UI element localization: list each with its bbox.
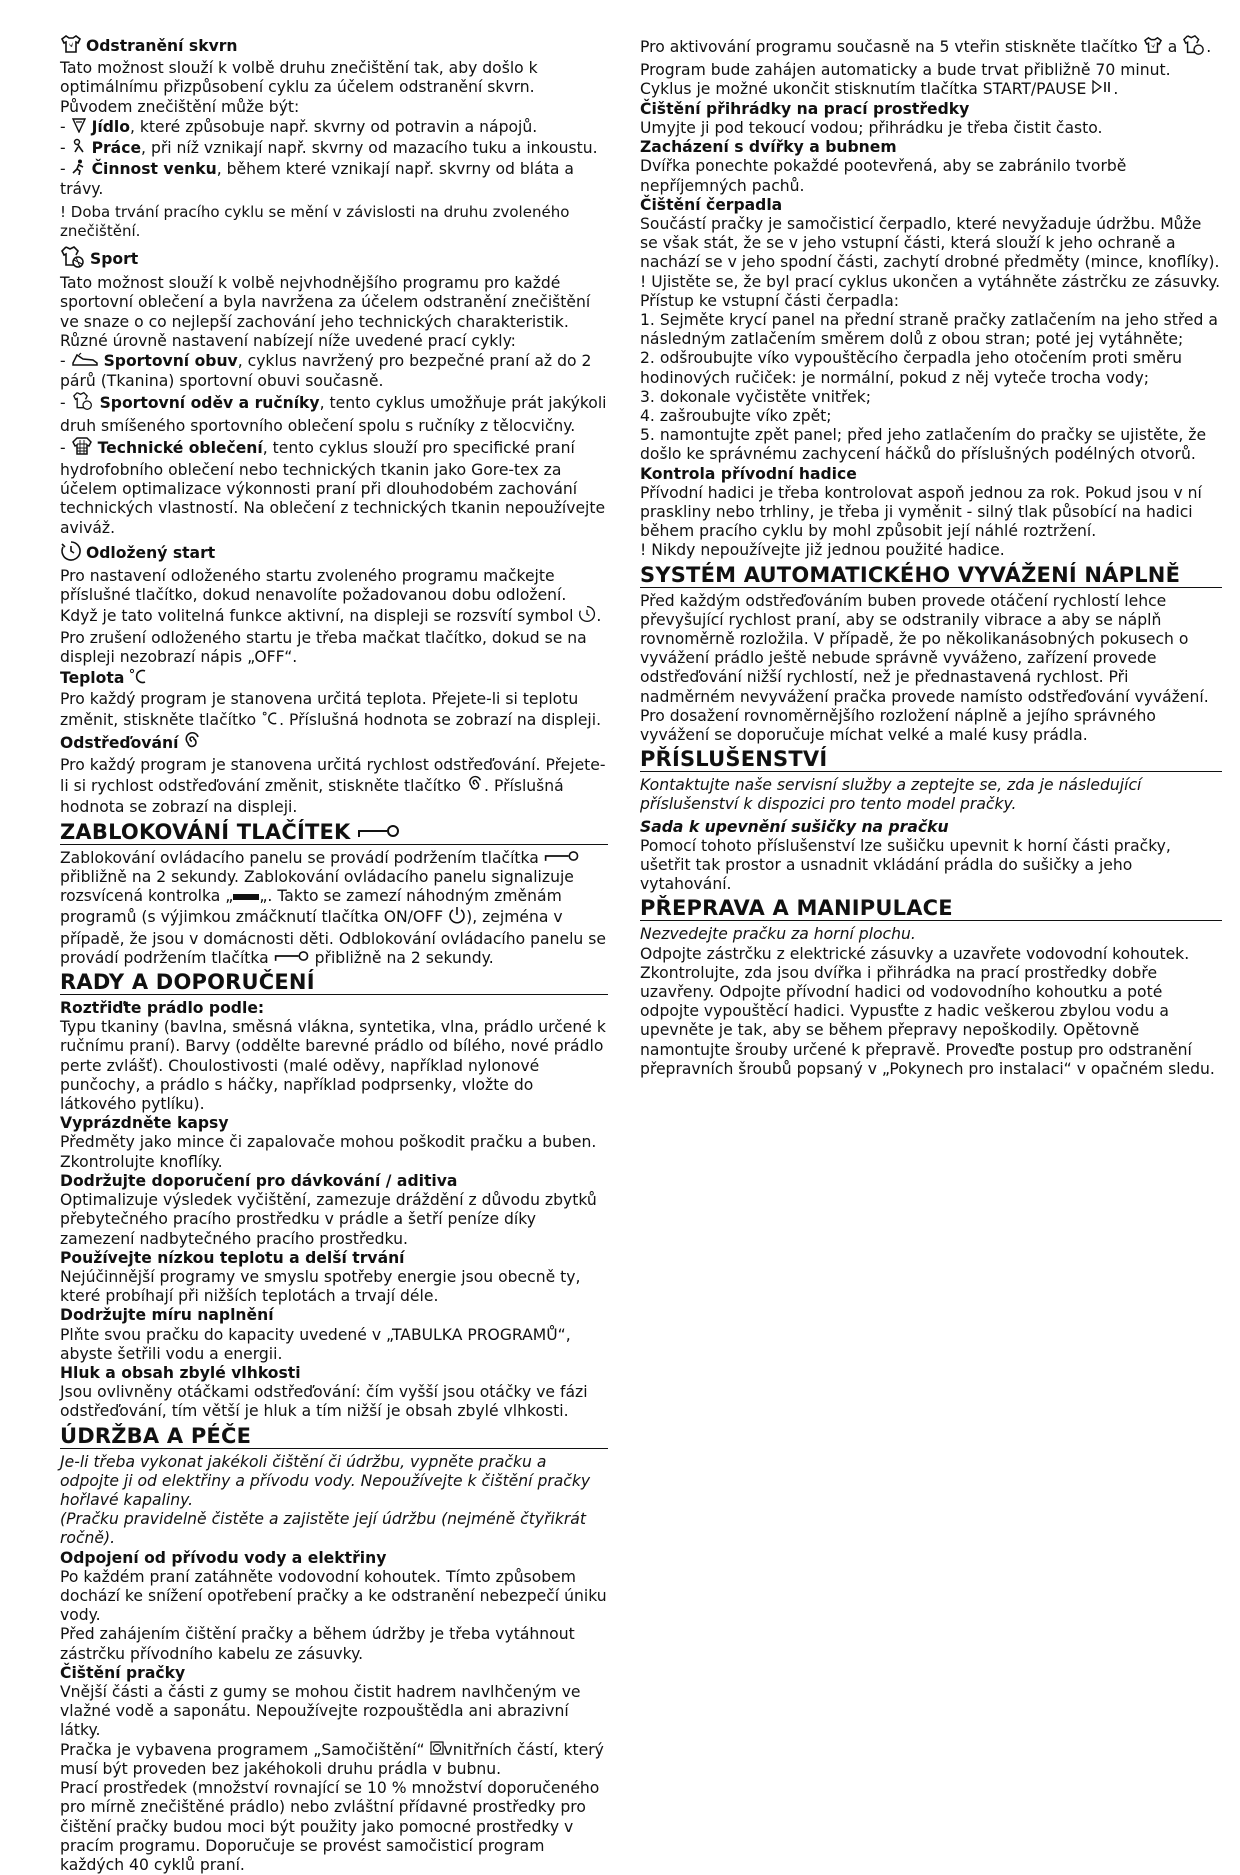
pump-step-4: 4. zašroubujte víko zpět; xyxy=(640,406,832,425)
sport-clothes-icon xyxy=(71,391,95,416)
drawer-text: Umyjte ji pod tekoucí vodou; přihrádku je třeba čistit často. xyxy=(640,118,1103,137)
care-cleaning-title: Čištění pračky xyxy=(60,1663,186,1682)
delay-text-a: Pro nastavení odloženého startu zvoleného programu mačkejte příslušné tlačítko, dokud nenavolíte požadovanou dobu odložení. Když je tato volitelná funkce aktivní, na displeji se rozsvítí symbol xyxy=(60,567,574,626)
spin-text xyxy=(60,756,608,818)
pump-access: Přístup ke vstupní části čerpadla: xyxy=(640,291,900,310)
door-title: Zacházení s dvířky a bubnem xyxy=(640,138,897,157)
temperature-icon xyxy=(128,667,148,690)
tips-pockets-title: Vyprázdněte kapsy xyxy=(60,1114,229,1133)
key-lock-text xyxy=(60,849,608,969)
stain-button-icon xyxy=(1143,36,1163,59)
care-disconnect-text: Po každém praní zatáhněte vodovodní kohoutek. Tímto způsobem dochází ke snížení opotřebení pračky a ke odstranění nebezpečí úniku vody. xyxy=(60,1567,607,1625)
spin-text-a: Pro každý program je stanovena určitá rychlost odstřeďování. Přejete-li si rychlost odstřeďování změnit, stiskněte tlačítko xyxy=(60,755,606,796)
key-button-icon xyxy=(544,849,580,868)
food-icon xyxy=(71,117,87,138)
pump-warning: ! Ujistěte se, že byl prací cyklus ukončen a vytáhněte zástrčku ze zásuvky. xyxy=(640,272,1221,291)
hose-warning: ! Nikdy nepoužívejte již jednou použité hadice. xyxy=(640,541,1005,560)
spin-text-b: . Příslušná hodnota se zobrazí na displeji. xyxy=(60,777,564,817)
stain-title-text: Odstranění skvrn xyxy=(86,37,238,55)
hose-title: Kontrola přívodní hadice xyxy=(640,464,857,483)
tips-pockets-text: Předměty jako mince či zapalovače mohou poškodit pračku a buben. Zkontrolujte knoflíky. xyxy=(60,1133,597,1171)
stain-bullet-work: - Práce, při níž vznikají např. skvrny od mazacího tuku a inkoustu. xyxy=(60,138,608,159)
shoe-icon xyxy=(71,351,99,372)
sport-button-icon xyxy=(1182,34,1206,61)
stain-note: ! Doba trvání pracího cyklu se mění v závislosti na druhu zvoleného znečištění. xyxy=(60,202,570,240)
drawer-title: Čištění přihrádky na prací prostředky xyxy=(640,99,970,118)
technical-label: Technické oblečení xyxy=(97,438,263,457)
delay-title-text: Odložený start xyxy=(86,543,216,562)
sport-bullet-clothes: - Sportovní oděv a ručníky, tento cyklus umožňuje prát jakýkoli druh smíšeného sportovního oblečení spolu s ručníky z tělocvičny. xyxy=(60,391,608,435)
pump-step-5: 5. namontujte zpět panel; před jeho zatlačením do pračky se ujistěte, že došlo ke správnému zachycení háčků do příslušných podélných otvorů. xyxy=(640,426,1207,464)
sport-shirt-icon xyxy=(60,245,86,274)
temperature-title xyxy=(60,667,608,690)
lock-text-a: Zablokování ovládacího panelu se provádí podržením tlačítka xyxy=(60,848,539,867)
care-disconnect-text-2: Před zahájením čištění pračky a během údržby je třeba vytáhnout zástrčku přívodního kabelu ze zásuvky. xyxy=(60,1625,575,1663)
transport-heading: PŘEPRAVA A MANIPULACE xyxy=(640,896,1222,921)
pump-step-1: 1. Sejměte krycí panel na přední straně pračky zatlačením na jeho střed a následným zatlačením směrem dolů z obou stran; poté jej vytáhněte; xyxy=(640,310,1218,349)
food-text: , které způsobuje např. skvrny od potravin a nápojů. xyxy=(129,117,538,136)
delay-symbol-icon xyxy=(578,605,596,628)
care-detergent-text: Prací prostředek (množství rovnající se 10 % množství doporučeného pro mírně znečištěné prádlo) nebo zvláštní přídavné prostředky pro čištění pračky budou moci být použity jako pomocné prostředky v pracím programu. Doporučuje se provést samočisticí program každých 40 cyklů praní. xyxy=(60,1779,600,1874)
activation-text-b: a xyxy=(1167,38,1178,57)
care-intro: Je-li třeba vykonat jakékoli čištění či údržbu, vypněte pračku a odpojte ji od elektřiny a přívodu vody. Nepoužívejte k čištění pračky hořlavé kapaliny. xyxy=(60,1452,591,1509)
key-lock-heading xyxy=(60,820,608,845)
balance-heading: SYSTÉM AUTOMATICKÉHO VYVÁŽENÍ NÁPLNĚ xyxy=(640,563,1222,588)
tips-heading: RADY A DOPORUČENÍ xyxy=(60,970,608,995)
key-lock-heading-text: ZABLOKOVÁNÍ TLAČÍTEK xyxy=(60,819,351,844)
pump-step-3: 3. dokonale vyčistěte vnitřek; xyxy=(640,387,871,406)
temperature-text-a: Pro každý program je stanovena určitá teplota. Přejete-li si teplotu změnit, stiskněte tlačítko xyxy=(60,690,579,729)
delay-text xyxy=(60,567,608,667)
transport-intro: Nezvedejte pračku za horní plochu. xyxy=(640,925,916,944)
selfclean-activation-text xyxy=(640,34,1222,100)
outdoor-label: Činnost venku xyxy=(91,160,217,179)
tips-dosage-text: Optimalizuje výsledek vyčištění, zamezuje dráždění z důvodu zbytků přebytečného pracího prostředku v prádle a šetří peníze díky zamezení nadbytečného pracího prostředku. xyxy=(60,1191,597,1248)
key-icon xyxy=(357,820,401,844)
care-heading: ÚDRŽBA A PÉČE xyxy=(60,1424,608,1449)
pump-title: Čištění čerpadla xyxy=(640,195,783,214)
sport-intro: Tato možnost slouží k volbě nejvhodnějšího programu pro každé sportovní oblečení a byla navržena za účelem odstranění znečištění ve snaze o co nejlepší zachování jeho technických charakteristik. Různé úrovně nastavení nabízejí níže uvedené prací cykly: xyxy=(60,274,591,350)
work-label: Práce xyxy=(91,139,142,158)
delay-start-title xyxy=(60,540,608,567)
shoes-text: , cyklus navržený pro bezpečné praní až do 2 párů (Tkanina) sportovní obuvi současně. xyxy=(60,352,592,391)
spin-title-text: Odstřeďování xyxy=(60,733,179,752)
food-label: Jídlo xyxy=(91,117,130,136)
activation-text-c: . Program bude zahájen automaticky a bude trvat přibližně 70 minut. Cyklus je možné ukončit stisknutím tlačítka START/PAUSE xyxy=(640,38,1212,99)
work-text: , při níž vznikají např. skvrny od mazacího tuku a inkoustu. xyxy=(141,139,598,158)
technical-clothing-icon xyxy=(71,436,93,461)
care-selfclean-text xyxy=(60,1741,608,1780)
balance-text: Před každým odstřeďováním buben provede otáčení rychlostí lehce převyšující rychlost praní, aby se odstranily vibrace a aby se náplň rovnoměrně rozložila. V případě, že po několikanásobných pokusech o vyvážení prádlo ještě nebude správně vyváženo, zařízení provede odstřeďování nižší rychlostí, než je přednastavená rychlost. Při nadměrném nevyvážení pračka provede namísto odstřeďování vyvážení. Pro dosažení rovnoměrnějšího rozložení náplně a jejího správného vyvážení se doporučuje míchat velké a malé kusy prádla. xyxy=(640,591,1209,745)
tips-sort-text: Typu tkaniny (bavlna, směsná vlákna, syntetika, vlna, prádlo určené k ručnímu praní). Barvy (oddělte barevné prádlo od bílého, nové prádlo perte zvlášť). Choulostivosti (malé oděvy, například nylonové punčochy, a prádlo s háčky, například podprsenky, vložte do látkového pytlíku). xyxy=(60,1018,606,1114)
stacking-kit-text: Pomocí tohoto příslušenství lze sušičku upevnit k horní části pračky, ušetřit tak prostor a usnadnit vkládání prádla do sušičky a jeho vytahování. xyxy=(640,836,1171,894)
tips-noise-text: Jsou ovlivněny otáčkami odstřeďování: čím vyšší jsou otáčky ve fázi odstřeďování, tím větší je hluk a tím nižší je obsah zbylé vlhkosti. xyxy=(60,1383,588,1421)
lock-text-c: „. Takto se zamezí náhodným změnám programů (s výjimkou zmáčknutí tlačítka ON/OFF xyxy=(60,887,562,927)
spin-button-icon xyxy=(466,775,484,798)
work-icon xyxy=(71,138,87,159)
self-clean-icon xyxy=(430,1741,444,1760)
sport-bullet-technical: - Technické oblečení, tento cyklus slouží pro specifické praní hydrofobního oblečení nebo technických tkanin jako Gore-tex za účelem optimalizace výkonnosti praní při dlouhodobém zachování technických vlastností. Na oblečení z technických tkanin nepoužívejte aviváž. xyxy=(60,436,608,538)
power-icon xyxy=(448,906,466,929)
clothes-text: , tento cyklus umožňuje prát jakýkoli druh smíšeného sportovního oblečení spolu s ručníky z tělocvičny. xyxy=(60,394,607,435)
sport-title xyxy=(60,245,608,274)
tips-sort-title: Roztřiďte prádlo podle: xyxy=(60,999,265,1018)
lock-text-d: ), zejména v případě, že jsou v domácnosti děti. Odblokování ovládacího panelu se provádí podržením tlačítka xyxy=(60,908,606,967)
hose-text: Přívodní hadici je třeba kontrolovat aspoň jednou za rok. Pokud jsou v ní praskliny nebo trhliny, je třeba ji vyměnit - silný tlak působící na hadici během pracího cyklu by mohl způsobit její náhlé roztržení. xyxy=(640,483,1202,541)
accessories-heading: PŘÍSLUŠENSTVÍ xyxy=(640,747,1222,772)
lock-indicator-icon xyxy=(233,887,259,906)
pump-text: Součástí pračky je samočisticí čerpadlo, které nevyžaduje údržbu. Může se však stát, že se v jeho vstupní části, která slouží k jeho ochraně a nachází se v jeho spodní části, zachytí drobné předměty (mince, knoflíky). xyxy=(640,214,1220,272)
lock-text-e: přibližně na 2 sekundy. xyxy=(314,948,494,967)
selfclean-text-b: vnitřních částí, který musí být proveden bez jakéhokoli druhu prádla v bubnu. xyxy=(60,1740,604,1778)
stain-bullet-outdoor: - Činnost venku, během které vznikají např. skvrny od bláta a trávy. xyxy=(60,160,574,199)
spin-title xyxy=(60,731,608,756)
shoes-label: Sportovní obuv xyxy=(103,352,238,371)
tips-dosage-title: Dodržujte doporučení pro dávkování / aditiva xyxy=(60,1171,458,1190)
stain-shirt-icon xyxy=(60,34,82,59)
technical-text: , tento cyklus slouží pro specifické praní hydrofobního oblečení nebo technických tkanin jako Gore-tex za účelem optimalizace výkonnosti praní při dlouhodobém zachování technických vlastností. Na oblečení z technických tkanin nepoužívejte aviváž. xyxy=(60,438,606,537)
temperature-title-text: Teplota xyxy=(60,669,125,688)
outdoor-text: , během které vznikají např. skvrny od bláta a trávy. xyxy=(60,160,574,199)
door-text: Dvířka ponechte pokaždé pootevřená, aby se zabránilo tvorbě nepříjemných pachů. xyxy=(640,157,1127,195)
stain-removal-title xyxy=(60,34,608,59)
pump-step-2: 2. odšroubujte víko vypouštěcího čerpadla jeho otočením proti směru hodinových ručiček: je normální, pokud z něj vyteče trocha vody; xyxy=(640,349,1183,387)
selfclean-text-a: Pračka je vybavena programem „Samočištění“ xyxy=(60,1740,425,1759)
care-disconnect-title: Odpojení od přívodu vody a elektřiny xyxy=(60,1548,387,1567)
right-column xyxy=(640,34,1222,1079)
activation-text-a: Pro aktivování programu současně na 5 vteřin stiskněte tlačítko xyxy=(640,38,1138,57)
temperature-text-b: . Příslušná hodnota se zobrazí na displeji. xyxy=(279,710,602,729)
temperature-button-icon xyxy=(261,710,279,731)
tips-lowtemp-title: Používejte nízkou teplotu a delší trvání xyxy=(60,1248,405,1267)
transport-text: Odpojte zástrčku z elektrické zásuvky a uzavřete vodovodní kohoutek. Zkontrolujte, zda jsou dvířka i přihrádka na prací prostředky dobře uzavřeny. Odpojte přívodní hadici od vodovodního kohoutku a poté odpojte vypouštěcí hadici. Vypusťte z hadic veškerou zbylou vodu a upevněte je tak, aby se během přepravy nepoškodily. Opětovně namontujte šrouby určené k přepravě. Proveďte postup pro odstranění přepravních šroubů popsaný v „Pokynech pro instalaci“ v opačném sledu. xyxy=(640,944,1215,1078)
tips-load-title: Dodržujte míru naplnění xyxy=(60,1306,274,1325)
temperature-text xyxy=(60,690,608,730)
activation-text-d: . xyxy=(1113,80,1119,99)
outdoor-icon xyxy=(71,159,87,180)
sport-bullet-shoes: - Sportovní obuv, cyklus navržený pro bezpečné praní až do 2 párů (Tkanina) sportovní obuvi současně. xyxy=(60,352,592,391)
tips-noise-title: Hluk a obsah zbylé vlhkosti xyxy=(60,1363,301,1382)
care-intro-2: (Pračku pravidelně čistěte a zajistěte její údržbu (nejméně čtyřikrát ročně). xyxy=(60,1510,586,1548)
care-cleaning-text: Vnější části a části z gumy se mohou čistit hadrem navlhčeným ve vlažné vodě a saponátu. Nepoužívejte rozpouštědla ani abrazivní látky. xyxy=(60,1682,581,1740)
delay-text-b: . Pro zrušení odloženého startu je třeba mačkat tlačítko, dokud se na displeji nezobrazí nápis „OFF“. xyxy=(60,607,602,666)
lock-text-b: přibližně na 2 sekundy. Zablokování ovládacího panelu signalizuje rozsvícená kontrolka „ xyxy=(60,867,574,906)
stain-bullet-food: - Jídlo, které způsobuje např. skvrny od potravin a nápojů. xyxy=(60,117,608,138)
delay-clock-icon xyxy=(60,540,82,567)
tips-lowtemp-text: Nejúčinnější programy ve smyslu spotřeby energie jsou obecně ty, které probíhají při nižších teplotách a trvají déle. xyxy=(60,1267,581,1306)
start-pause-icon xyxy=(1091,80,1113,99)
left-column xyxy=(60,34,608,1875)
key-button-icon-2 xyxy=(274,949,310,968)
spin-icon xyxy=(182,731,202,756)
stain-intro: Tato možnost slouží k volbě druhu znečištění tak, aby došlo k optimálnímu přizpůsobení cyklu za účelem odstranění skvrn. Původem znečištění může být: xyxy=(60,59,538,116)
sport-title-text: Sport xyxy=(90,250,139,269)
accessories-intro: Kontaktujte naše servisní služby a zeptejte se, zda je následující příslušenství k dispozici pro tento model pračky. xyxy=(640,776,1142,814)
tips-load-text: Plňte svou pračku do kapacity uvedené v „TABULKA PROGRAMŮ“, abyste šetřili vodu a energii. xyxy=(60,1325,571,1363)
stacking-kit-title: Sada k upevnění sušičky na pračku xyxy=(640,817,949,836)
clothes-label: Sportovní oděv a ručníky xyxy=(99,394,320,413)
